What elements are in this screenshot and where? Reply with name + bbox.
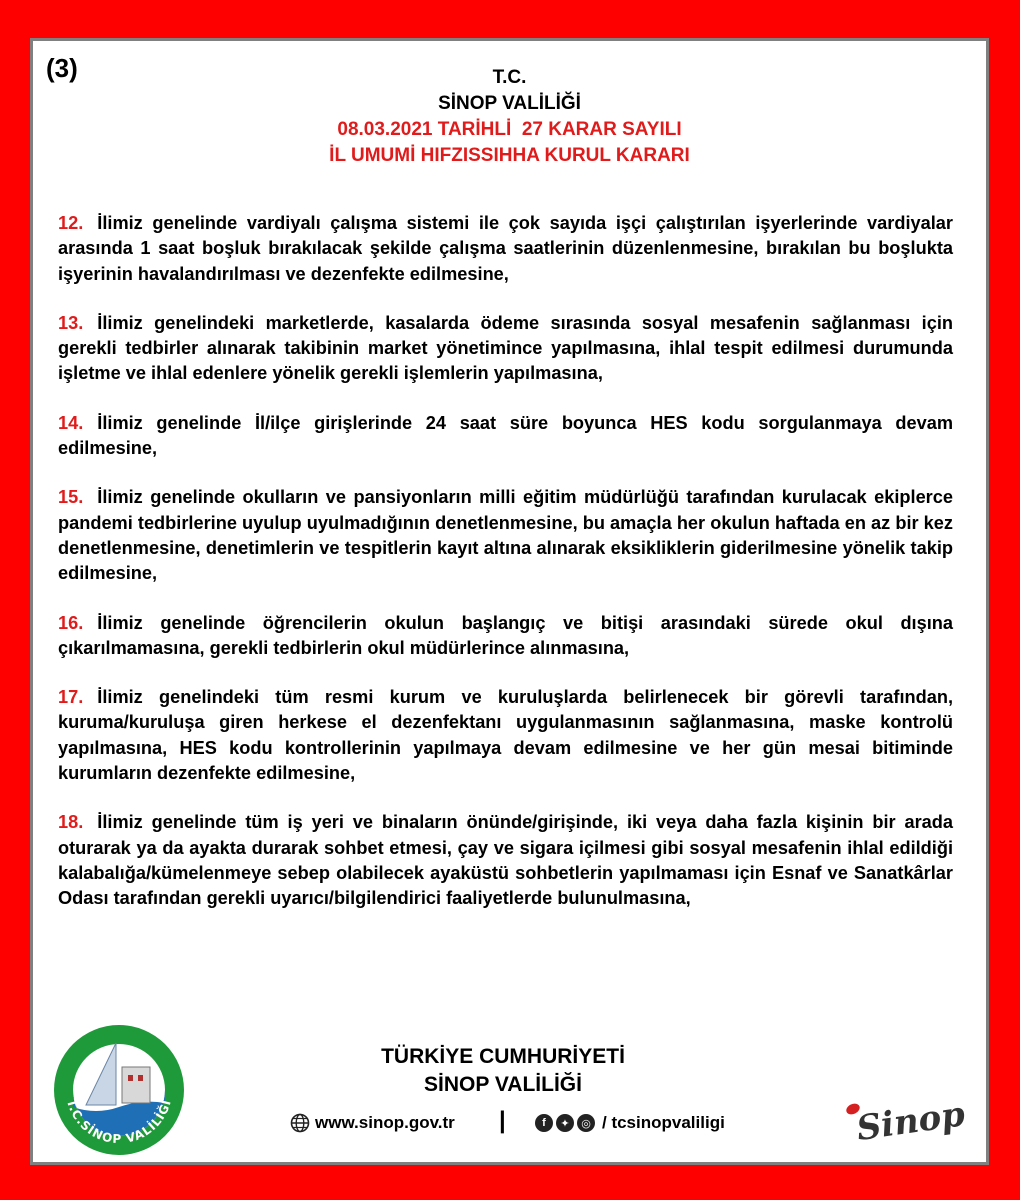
page-number: (3) (46, 53, 78, 83)
brand-text: Sinop (854, 1094, 968, 1149)
website-link[interactable]: www.sinop.gov.tr (315, 1113, 455, 1132)
decision-item (58, 311, 953, 387)
item-number: 13. (58, 312, 84, 333)
instagram-icon[interactable]: ◎ (577, 1114, 595, 1132)
footer-separator: | (499, 1107, 506, 1134)
social-handle[interactable]: / tcsinopvaliligi (602, 1113, 725, 1132)
decision-item (58, 485, 953, 586)
item-text: İlimiz genelinde okulların ve pansiyonların milli eğitim müdürlüğü tarafından kurulacak ekiplerce pandemi tedbirlerine uyulup uyulmadığının denetlenmesine, bu amaçla her okulun haftada en az bir kez denetlenmesine, denetimlerin ve tespitlerin kayıt altına alınarak eksikliklerin giderilmesine yönelik takip edilmesine, (58, 487, 953, 584)
item-text: İlimiz genelinde öğrencilerin okulun başlangıç ve bitişi arasındaki sürede okul dışına çıkarılmamasına, gerekli tedbirlerin okul müdürlerince alınmasına, (58, 612, 953, 658)
item-number: 16. (58, 612, 84, 633)
document-header (33, 65, 986, 169)
item-text: İlimiz genelinde vardiyalı çalışma sistemi ile çok sayıda işçi çalıştırılan işyerlerinde vardiyalar arasında 1 saat boşluk bırakılacak şekilde çalışma saatlerinin düzenlenmesine, bırakılan bu boşlukta işyerinin havalandırılması ve dezenfekte edilmesine, (58, 213, 953, 284)
facebook-icon[interactable]: f (535, 1114, 553, 1132)
footer-website[interactable] (290, 1113, 455, 1133)
decision-item (58, 611, 953, 662)
header-line-1: T.C. (492, 67, 527, 88)
item-number: 14. (58, 412, 84, 433)
twitter-icon[interactable]: ✦ (556, 1114, 574, 1132)
item-text: İlimiz genelinde İl/ilçe girişlerinde 24 saat süre boyunca HES kodu sorgulanmaya devam edilmesine, (58, 412, 953, 459)
decision-list (58, 211, 953, 936)
item-number: 18. (58, 812, 84, 833)
globe-icon (290, 1113, 310, 1133)
logo-text: T.C.SİNOP VALİLİĞİ (64, 1097, 174, 1147)
item-text: İlimiz genelindeki marketlerde, kasalarda ödeme sırasında sosyal mesafenin sağlanması için gerekli tedbirler alınarak takibinin market yönetimince yapılmasına, ihlal tespit edilmesi durumunda işletme ve ihlal edenlere yönelik gerekli işlemlerin yapılmasına, (58, 312, 953, 384)
page-frame (30, 38, 989, 1165)
governorship-logo (52, 1023, 186, 1157)
footer-title (283, 1043, 723, 1099)
item-number: 12. (58, 213, 84, 233)
decision-item (58, 211, 953, 287)
decision-item (58, 810, 953, 911)
footer-title-line-2: SİNOP VALİLİĞİ (424, 1073, 582, 1096)
decision-item (58, 685, 953, 786)
header-line-4: İL UMUMİ HIFZISSIHHA KURUL KARARI (329, 145, 690, 166)
footer-title-line-1: TÜRKİYE CUMHURİYETİ (381, 1045, 625, 1068)
footer-social (535, 1113, 725, 1133)
item-number: 17. (58, 687, 84, 708)
sinop-brand-logo (839, 1087, 968, 1151)
header-line-2: SİNOP VALİLİĞİ (438, 93, 581, 114)
decision-item (58, 411, 953, 462)
item-text: İlimiz genelindeki tüm resmi kurum ve kuruluşlarda belirlenecek bir görevli tarafından, kuruma/kuruluşa giren herkese el dezenfektanı uygulanmasının sağlanmasına, maske kontrolü yapılmasına, HES kodu kontrollerinin yapılmaya devam edilmesine ve her gün mesai bitiminde kurumların dezenfekte edilmesine, (58, 687, 953, 784)
item-text: İlimiz genelinde tüm iş yeri ve binaların önünde/girişinde, iki veya daha fazla kişinin bir arada oturarak ya da ayakta durarak sohbet etmesi, çay ve sigara içilmesi gibi sosyal mesafenin ihlal edildiği kalabalığa/kümelenmeye sebep olabilecek ayaküstü sohbetlerin yapılmaması için Esnaf ve Sanatkârlar Odası tarafından gerekli uyarıcı/bilgilendirici faaliyetlerde bulunulmasına, (58, 812, 953, 909)
header-line-3: 08.03.2021 TARİHLİ 27 KARAR SAYILI (337, 119, 682, 140)
item-number: 15. (58, 487, 84, 508)
document-page (33, 41, 986, 1162)
